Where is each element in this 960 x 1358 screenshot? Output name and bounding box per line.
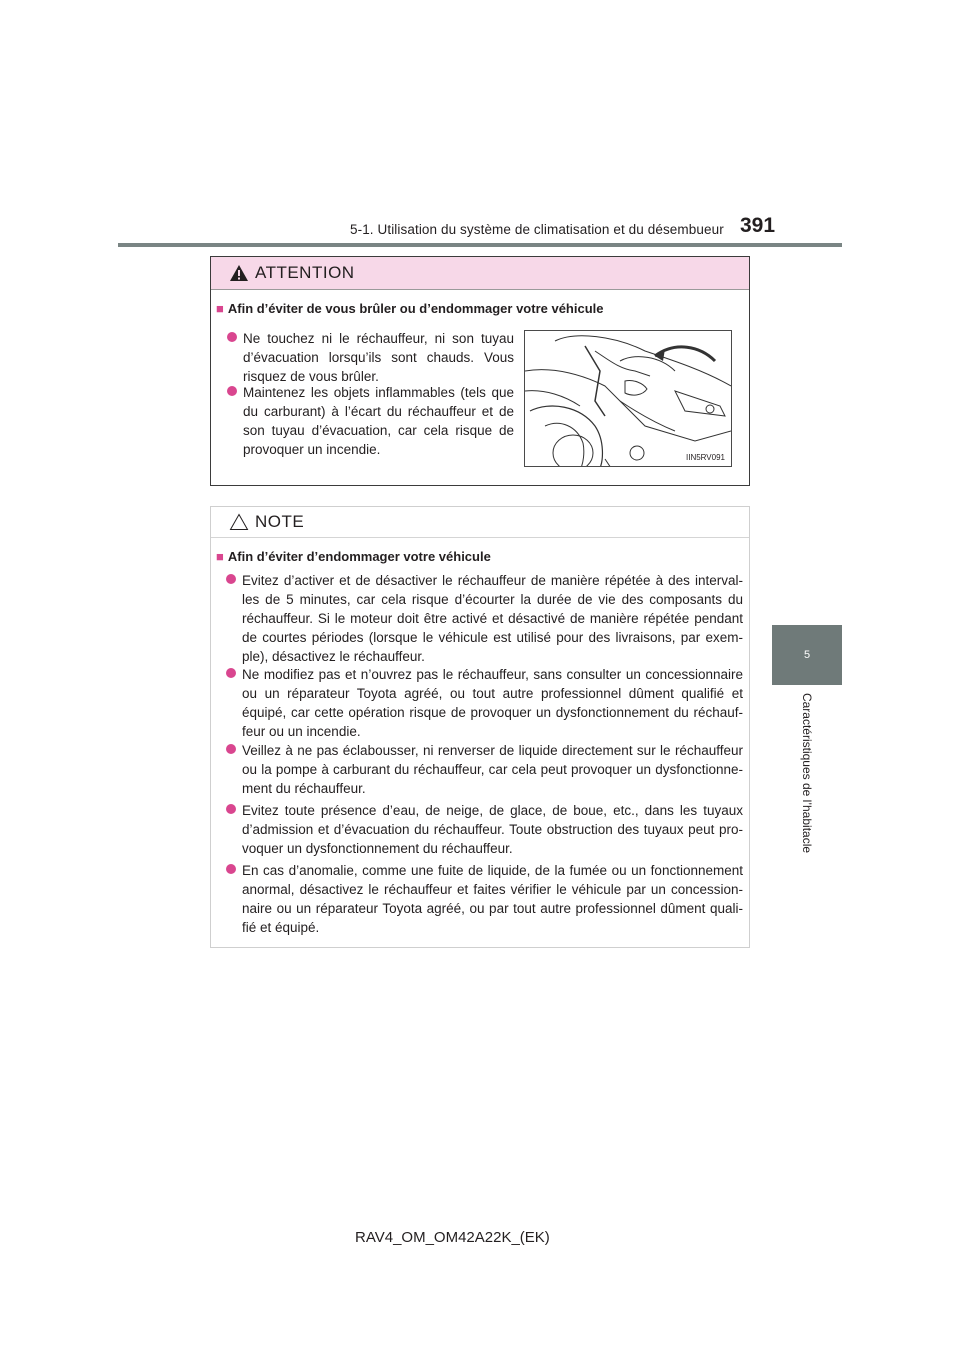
attention-item-text: Maintenez les objets inflammables (tels que du carburant) à l’écart du réchauffeur et de son tuyau d’évacuation, car cela risque de provoquer un incendie. [243,385,514,457]
note-title: NOTE [255,512,305,531]
attention-section-title [216,301,604,316]
illustration-code: IIN5RV091 [686,453,725,462]
attention-item-text: Ne touchez ni le réchauffeur, ni son tuyau d’évacuation lorsqu’ils sont chauds. Vous risquez de vous brûler. [243,331,514,384]
warning-icon [229,264,249,282]
bullet-dot-icon [227,386,237,396]
bullet-dot-icon [227,332,237,342]
note-item-text: Veillez à ne pas éclabousser, ni renverser de liquide directement sur le réchauffeur ou la pompe à carburant du réchauffeur, car cela peut provoquer un dysfonctionne-ment du réchauffeur. [242,743,743,796]
page-number: 391 [740,214,776,237]
note-item-text: Evitez toute présence d’eau, de neige, de glace, de boue, etc., dans les tuyaux d’admission et d’évacuation du réchauffeur. Toute obstruction des tuyaux peut pro-voquer un dysfonctionnement du réchauffeur. [242,803,743,856]
note-item-text: En cas d’anomalie, comme une fuite de liquide, de la fumée ou un fonctionnement anormal, désactivez le réchauffeur et faites vérifier le véhicule par un concession-naire ou un réparateur Toyota agréé, ou par tout autre professionnel dûment quali-fié et équipé. [242,863,743,935]
bullet-dot-icon [226,864,236,874]
attention-item-1 [227,329,514,386]
note-header [211,507,749,538]
bullet-dot-icon [226,744,236,754]
note-section-text: Afin d’éviter d’endommager votre véhicule [227,549,491,564]
caution-outline-icon [229,513,249,531]
note-item-text: Ne modifiez pas et n’ouvrez pas le réchauffeur, sans consulter un concessionnaire ou un réparateur Toyota agréé, ou tout autre professionnel dûment qualifié et équipé, car cette opération risque de provoquer un dysfonctionnement du réchauf-feur ou un incendie. [242,667,743,739]
note-item-text: Evitez d’activer et de désactiver le réchauffeur de manière répétée à des interval-les de 5 minutes, car cela risque d’écourter la durée de vie des composants du réchauffeur. Si le moteur doit être activé et désactivé de manière répétée pendant de courtes périodes (lorsque le véhicule est utilisé pour des livraisons, par exem-ple), désactivez le réchauffeur. [242,573,743,664]
square-bullet-icon: ■ [216,549,224,564]
attention-section-text: Afin d’éviter de vous brûler ou d’endommager votre véhicule [227,301,604,316]
chapter-tab [772,625,842,685]
header-rule [118,243,842,247]
bullet-dot-icon [226,574,236,584]
chapter-title: Caractéristiques de l’habitacle [800,692,814,854]
attention-item-2 [227,383,514,459]
note-section-title [216,549,491,564]
bullet-dot-icon [226,668,236,678]
note-item-3 [226,741,743,798]
square-bullet-icon: ■ [216,301,224,316]
heater-illustration [524,330,732,467]
bullet-dot-icon [226,804,236,814]
attention-title: ATTENTION [255,263,355,282]
note-item-2 [226,665,743,741]
footer-code: RAV4_OM_OM42A22K_(EK) [355,1229,550,1246]
note-item-4 [226,801,743,858]
chapter-number: 5 [803,649,811,661]
section-heading: 5-1. Utilisation du système de climatisation et du désembueur [350,222,724,237]
note-item-1 [226,571,743,666]
attention-header [211,257,749,290]
car-front-illustration [525,331,732,467]
note-item-5 [226,861,743,937]
